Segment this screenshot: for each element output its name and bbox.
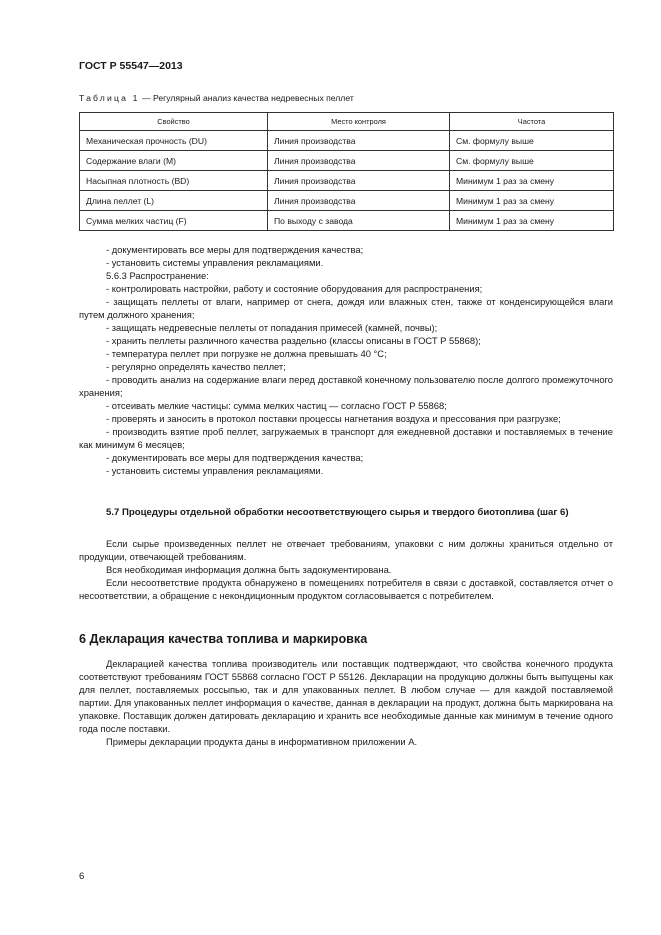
- cell-frequency: Минимум 1 раз за смену: [450, 171, 614, 191]
- list-item: - защищать пеллеты от влаги, например от снега, дождя или влажных стен, также от конденсирующейся влаги путем должного хранения;: [79, 296, 613, 320]
- paragraph: Примеры декларации продукта даны в информативном приложении А.: [106, 736, 418, 747]
- list-item: - защищать недревесные пеллеты от попадания примесей (камней, почвы);: [106, 322, 438, 333]
- paragraph: Если сырье произведенных пеллет не отвечает требованиям, упаковки с ним должны храниться отдельно от продукции, отвечающей требованиям.: [79, 538, 613, 562]
- cell-property: Механическая прочность (DU): [80, 131, 268, 151]
- list-item: - документировать все меры для подтверждения качества;: [106, 452, 364, 463]
- header-frequency: Частота: [450, 113, 614, 131]
- list-item: - установить системы управления рекламациями.: [106, 465, 324, 476]
- list-item: - отсеивать мелкие частицы: сумма мелких частиц — согласно ГОСТ Р 55868;: [106, 400, 447, 411]
- quality-analysis-table: [79, 112, 614, 231]
- list-item: - температура пеллет при погрузке не должна превышать 40 °С;: [106, 348, 387, 359]
- cell-frequency: См. формулу выше: [450, 131, 614, 151]
- paragraph: Вся необходимая информация должна быть задокументирована.: [106, 564, 392, 575]
- section-5-7-heading: 5.7 Процедуры отдельной обработки несоответствующего сырья и твердого биотоплива (шаг 6): [106, 507, 569, 518]
- table-row: [80, 191, 614, 211]
- table-row: [80, 211, 614, 231]
- list-item: - документировать все меры для подтверждения качества;: [106, 244, 364, 255]
- paragraph: Если несоответствие продукта обнаружено в помещениях потребителя в связи с доставкой, составляется отчет о несоответствии, а обращение с некондиционным продуктом согласовывается с потребителем.: [79, 577, 613, 601]
- list-item: - проводить анализ на содержание влаги перед доставкой конечному пользователю после долгого промежуточного хранения;: [79, 374, 613, 398]
- list-item: - производить взятие проб пеллет, загружаемых в транспорт для ежедневной доставки и поставляемых в течение как минимум 6 месяцев;: [79, 426, 613, 450]
- cell-control-place: Линия производства: [268, 191, 450, 211]
- section-5-7-text: [79, 537, 613, 602]
- table-row: [80, 151, 614, 171]
- table-caption-text: — Регулярный анализ качества недревесных пеллет: [139, 93, 354, 103]
- subsection-title: 5.6.3 Распространение:: [106, 270, 209, 281]
- cell-frequency: Минимум 1 раз за смену: [450, 191, 614, 211]
- cell-frequency: См. формулу выше: [450, 151, 614, 171]
- header-control-place: Место контроля: [268, 113, 450, 131]
- standard-code: ГОСТ Р 55547—2013: [79, 60, 183, 72]
- list-item: - установить системы управления рекламациями.: [106, 257, 324, 268]
- list-item: - регулярно определять качество пеллет;: [106, 361, 286, 372]
- table-caption-label: Таблица 1: [79, 93, 140, 103]
- cell-property: Содержание влаги (М): [80, 151, 268, 171]
- cell-control-place: Линия производства: [268, 131, 450, 151]
- section-5-6-3-text: [79, 243, 613, 477]
- cell-control-place: Линия производства: [268, 151, 450, 171]
- cell-control-place: Линия производства: [268, 171, 450, 191]
- cell-frequency: Минимум 1 раз за смену: [450, 211, 614, 231]
- cell-property: Сумма мелких частиц (F): [80, 211, 268, 231]
- table-header-row: [80, 113, 614, 131]
- list-item: - хранить пеллеты различного качества раздельно (классы описаны в ГОСТ Р 55868);: [106, 335, 481, 346]
- paragraph: Декларацией качества топлива производитель или поставщик подтверждают, что свойства конечного продукта соответствуют требованиям ГОСТ 55868 согласно ГОСТ Р 55126. Декларации на продукцию должны быть выпущены как для пеллет, поставляемых россыпью, так и для упакованных пеллет. В любом случае — для каждой поставляемой партии. Для упакованных пеллет информация о качестве, данная в декларации на продукт, должна быть маркирована на упаковке. Поставщик должен датировать декларацию и хранить все необходимые данные как минимум в течение одного года после поставки.: [79, 658, 613, 734]
- table-row: [80, 131, 614, 151]
- table-row: [80, 171, 614, 191]
- section-6-text: [79, 657, 613, 748]
- list-item: - контролировать настройки, работу и состояние оборудования для распространения;: [106, 283, 483, 294]
- page-number: 6: [79, 871, 85, 882]
- cell-property: Насыпная плотность (BD): [80, 171, 268, 191]
- table-caption: [79, 93, 354, 103]
- cell-property: Длина пеллет (L): [80, 191, 268, 211]
- section-6-heading: 6 Декларация качества топлива и маркировка: [79, 632, 368, 646]
- list-item: - проверять и заносить в протокол поставки процессы нагнетания воздуха и прессования при разгрузке;: [106, 413, 561, 424]
- cell-control-place: По выходу с завода: [268, 211, 450, 231]
- header-property: Свойство: [80, 113, 268, 131]
